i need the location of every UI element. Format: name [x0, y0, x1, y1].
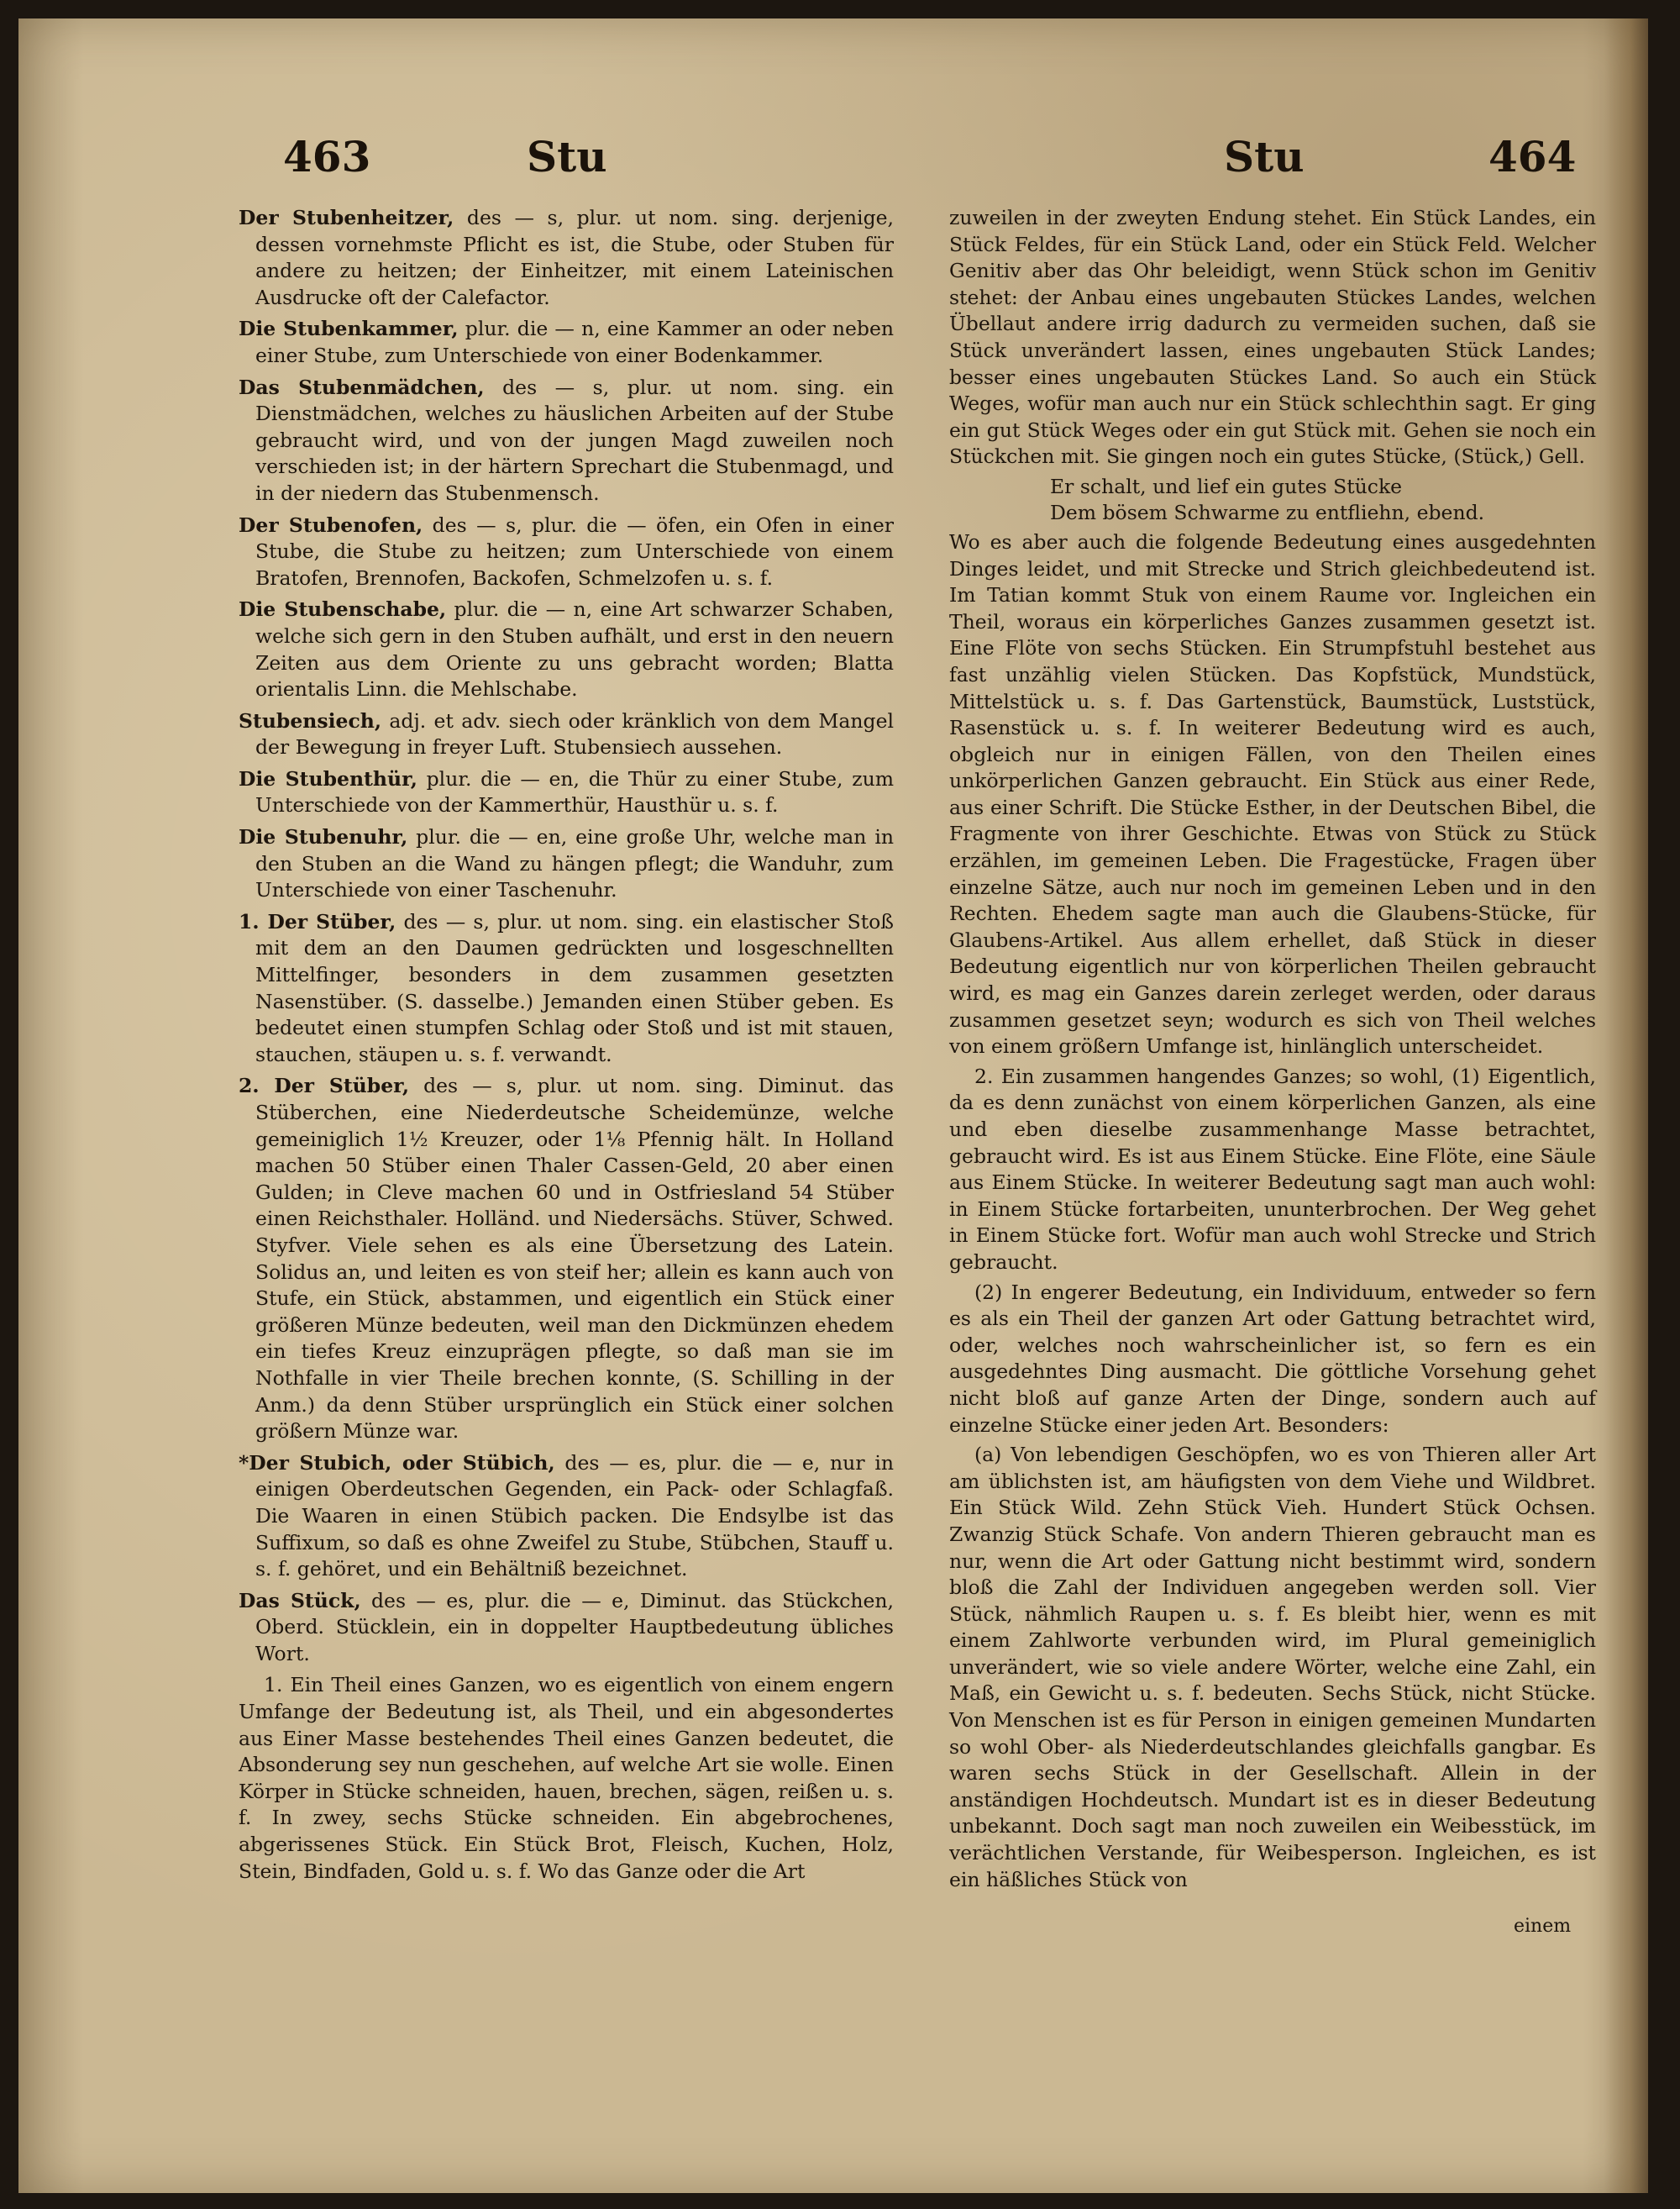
dictionary-entry — [239, 766, 894, 819]
entry-lemma: Die Stubenthür, — [239, 766, 417, 791]
entry-lemma: 2. Der Stüber, — [239, 1074, 409, 1098]
dictionary-entry — [239, 1073, 894, 1444]
entry-text: des — s, plur. ut nom. sing. derjenige, dessen vornehmste Pflicht es ist, die Stube, oder Stuben für andere zu heitzen; der Einheitzer, mit einem Lateinischen Ausdrucke oft der Calefactor. — [255, 206, 894, 309]
left-column — [239, 205, 894, 1888]
entry-text: des — s, plur. ut nom. sing. Diminut. das Stüberchen, eine Niederdeutsche Scheidemünze, welche gemeiniglich 1½ Kreuzer, oder 1⅛ Pfennig hält. In Holland machen 50 Stüber einen Thaler Cassen-Geld, 20 aber einen Gulden; in Cleve machen 60 und in Ostfriesland 54 Stüber einen Reichsthaler. Holländ. und Niedersächs. Stüver, Schwed. Styfver. Viele sehen es als eine Übersetzung des Latein. Solidus an, und leiten es von steif her; allein es kann auch von Stufe, ein Stück, abstammen, und eigentlich ein Stück einer größeren Münze bedeuten, weil man den Dickmünzen ehedem ein tiefes Kreuz einzuprägen pflegte, so daß man sie im Nothfalle in vier Theile brechen konnte, (S. Schilling in der Anm.) da denn Stüber ursprünglich ein Stück einer solchen größern Münze war. — [255, 1074, 894, 1444]
dictionary-entry — [239, 824, 894, 904]
entry-lemma: Die Stubenuhr, — [239, 825, 408, 849]
page-number-left: 463 — [283, 132, 371, 181]
catchword: einem — [1514, 1916, 1572, 1937]
dictionary-entry — [239, 375, 894, 508]
dictionary-entry — [239, 1450, 894, 1583]
entry-lemma: 1. Der Stüber, — [239, 909, 396, 934]
verse-line: Er schalt, und lief ein gutes Stücke — [1050, 474, 1403, 498]
entry-text: des — es, plur. die — e, nur in einigen Oberdeutschen Gegenden, ein Pack- oder Schlagfaß. Die Waaren in einen Stübich packen. Die Endsylbe ist das Suffixum, so daß es ohne Zweifel zu Stube, Stübchen, Stauff u. s. f. gehöret, und ein Behältniß bezeichnet. — [255, 1450, 894, 1581]
running-headword-right: Stu — [1224, 132, 1305, 181]
entry-text: plur. die — en, die Thür zu einer Stube, zum Unterschiede von der Kammerthür, Hausthür u. s. f. — [255, 766, 894, 818]
entry-text: plur. die — en, eine große Uhr, welche man in den Stuben an die Wand zu hängen pflegt; die Wanduhr, zum Unterschiede von einer Taschenuhr. — [255, 825, 895, 902]
dictionary-entry — [239, 316, 894, 369]
entry-lemma: Der Stubenofen, — [239, 513, 423, 537]
entry-text: plur. die — n, eine Art schwarzer Schaben, welche sich gern in den Stuben aufhält, und erst in den neuern Zeiten aus dem Oriente zu uns gebracht worden; Blatta orientalis Linn. die Mehlschabe. — [255, 597, 894, 702]
entry-text: des — s, plur. ut nom. sing. ein Dienstmädchen, welches zu häuslichen Arbeiten auf der Stube gebraucht wird, und von der jungen Magd zuweilen noch verschieden ist; in der härtern Sprechart die Stubenmagd, und in der niedern das Stubenmensch. — [255, 375, 894, 505]
dictionary-entry — [239, 597, 894, 702]
entry-text: 1. Ein Theil eines Ganzen, wo es eigentlich von einem engern Umfange der Bedeutung ist, als Theil, und ein abgesondertes aus Einer Masse bestehendes Theil eines Ganzen bedeutet, die Absonderung sey nun geschehen, auf welche Art sie wolle. Einen Körper in Stücke schneiden, hauen, brechen, sägen, reißen u. s. f. In zwey, sechs Stücke schneiden. Ein abgebrochenes, abgerissenes Stück. Ein Stück Brot, Fleisch, Kuchen, Holz, Stein, Bindfaden, Gold u. s. f. Wo das Ganze oder die Art — [239, 1673, 894, 1883]
dictionary-entry — [239, 513, 894, 592]
entry-paragraph: (a) Von lebendigen Geschöpfen, wo es von Thieren aller Art am üblichsten ist, am häufigsten von dem Viehe und Wildbret. Ein Stück Wild. Zehn Stück Vieh. Hundert Stück Ochsen. Zwanzig Stück Schafe. Von andern Thieren gebraucht man es nur, wenn die Art oder Gattung nicht bestimmt wird, sondern bloß die Zahl der Individuen angegeben werden soll. Vier Stück, nähmlich Raupen u. s. f. Es bleibt hier, wenn es mit einem Zahlworte verbunden wird, im Plural gemeiniglich unverändert, wie so viele andere Wörter, welche eine Zahl, ein Maß, ein Gewicht u. s. f. bedeuten. Sechs Stück, nicht Stücke. Von Menschen ist es für Person in einigen gemeinen Mundarten so wohl Ober- als Niederdeutschlandes gleichfalls gangbar. Es waren sechs Stück in der Gesellschaft. Allein in der anständigen Hochdeutsch. Mundart ist es in dieser Bedeutung unbekannt. Doch sagt man noch zuweilen ein Weibesstück, im verächtlichen Verstande, für Weibesperson. Ingleichen, es ist ein häßliches Stück von — [949, 1443, 1596, 1891]
verse-quote — [949, 474, 1596, 526]
entry-lemma: Das Stück, — [239, 1588, 361, 1612]
verse-line: Dem bösem Schwarme zu entfliehn, ebend. — [1050, 500, 1485, 524]
page-edge-shadow — [1604, 18, 1648, 2193]
entry-lemma: Das Stubenmädchen, — [239, 375, 485, 399]
entry-lemma: Die Stubenschabe, — [239, 597, 447, 622]
entry-text: plur. die — n, eine Kammer an oder neben einer Stube, zum Unterschiede von einer Bodenkammer. — [255, 317, 894, 367]
entry-lemma: *Der Stubich, oder Stübich, — [239, 1450, 555, 1475]
entry-lemma: Der Stubenheitzer, — [239, 206, 454, 229]
entry-paragraph — [239, 1672, 894, 1885]
entry-text: des — s, plur. ut nom. sing. ein elastischer Stoß mit dem an den Daumen gedrückten und losgeschnellten Mittelfinger, besonders in dem zusammen gesetzten Nasenstüber. (S. dasselbe.) Jemanden einen Stüber geben. Es bedeutet einen stumpfen Schlag oder Stoß und ist mit stauen, stauchen, stäupen u. s. f. verwandt. — [255, 909, 894, 1066]
dictionary-entry — [239, 708, 894, 761]
entry-text: des — s, plur. die — öfen, ein Ofen in einer Stube, die Stube zu heitzen; zum Unterschiede von einem Bratofen, Brennofen, Backofen, Schmelzofen u. s. f. — [255, 513, 894, 590]
running-headword-left: Stu — [527, 132, 607, 181]
entry-lemma: Stubensiech, — [239, 708, 382, 733]
entry-text: adj. et adv. siech oder kränklich von dem Mangel der Bewegung in freyer Luft. Stubensiech aussehen. — [255, 708, 894, 760]
entry-paragraph: (2) In engerer Bedeutung, ein Individuum, entweder so fern es als ein Theil der ganzen Art oder Gattung betrachtet wird, oder, welches noch wahrscheinlicher ist, so fern es ein ausgedehntes Ding ausmacht. Die göttliche Vorsehung gehet nicht bloß auf ganze Arten der Dinge, sondern auch auf einzelne Stücke einer jeden Art. Besonders: — [949, 1280, 1596, 1437]
entry-paragraph: 2. Ein zusammen hangendes Ganzes; so wohl, (1) Eigentlich, da es denn zunächst von einem körperlichen Ganzen, als eine und eben dieselbe zusammenhange Masse betrachtet, gebraucht wird. Es ist aus Einem Stücke. Eine Flöte, eine Säule aus Einem Stücke. In weiterer Bedeutung sagt man auch wohl: in Einem Stücke fortarbeiten, ununterbrochen. Der Weg gehet in Einem Stücke fort. Wofür man auch wohl Strecke und Strich gebraucht. — [949, 1064, 1596, 1274]
entry-paragraph: Wo es aber auch die folgende Bedeutung eines ausgedehnten Dinges leidet, und mit Strecke und Strich gleichbedeutend ist. Im Tatian kommt Stuk von einem Raume vor. Ingleichen ein Theil, woraus ein körperliches Ganzes zusammen gesetzt ist. Eine Flöte von sechs Stücken. Ein Strumpfstuhl bestehet aus fast unzählig vielen Stücken. Das Kopfstück, Mundstück, Mittelstück u. s. f. Das Gartenstück, Baumstück, Luststück, Rasenstück u. s. f. In weiterer Bedeutung wird es auch, obgleich nur in einigen Fällen, von den Theilen eines unkörperlichen Ganzen gebraucht. Ein Stück aus einer Rede, aus einer Schrift. Die Stücke Esther, in der Deutschen Bibel, die Fragmente von ihrer Geschichte. Etwas von Stück zu Stück erzählen, im gemeinen Leben. Die Fragestücke, Fragen über einzelne Sätze, auch nur noch im gemeinen Leben und in den Rechten. Ehedem sagte man auch die Glaubens-Stücke, für Glaubens-Artikel. Aus allem erhellet, daß Stück in dieser Bedeutung eigentlich nur von körperlichen Theilen gebraucht wird, es mag ein Ganzes darein zerleget werden, oder daraus zusammen gesetzet seyn; wodurch es sich von Theil welches von einem größern Umfange ist, hinlänglich unterscheidet. — [949, 529, 1596, 1059]
dictionary-entry — [239, 1588, 894, 1668]
entry-text: des — es, plur. die — e, Diminut. das Stückchen, Oberd. Stücklein, ein in doppelter Hauptbedeutung übliches Wort. — [255, 1588, 894, 1665]
page-number-right: 464 — [1488, 132, 1577, 181]
book-page — [18, 18, 1648, 2193]
dictionary-entry — [239, 205, 894, 311]
dictionary-entry — [239, 909, 894, 1069]
right-column — [949, 205, 1596, 1896]
entry-paragraph: zuweilen in der zweyten Endung stehet. Ein Stück Landes, ein Stück Feldes, für ein Stück Land, oder ein Stück Feld. Welcher Genitiv aber das Ohr beleidigt, wenn Stück schon im Genitiv stehet: der Anbau eines ungebauten Stückes Landes, welchen Übellaut andere irrig dadurch zu vermeiden suchen, daß sie Stück unverändert lassen, eines ungebauten Stück Landes; besser eines ungebauten Stückes Land. So auch ein Stück Weges, wofür man auch nur ein Stück schlechthin sagt. Er ging ein gut Stück Weges oder ein gut Stück mit. Gehen sie noch ein Stückchen mit. Sie gingen noch ein gutes Stücke, (Stück,) Gell. — [949, 206, 1596, 469]
entry-lemma: Die Stubenkammer, — [239, 317, 459, 341]
